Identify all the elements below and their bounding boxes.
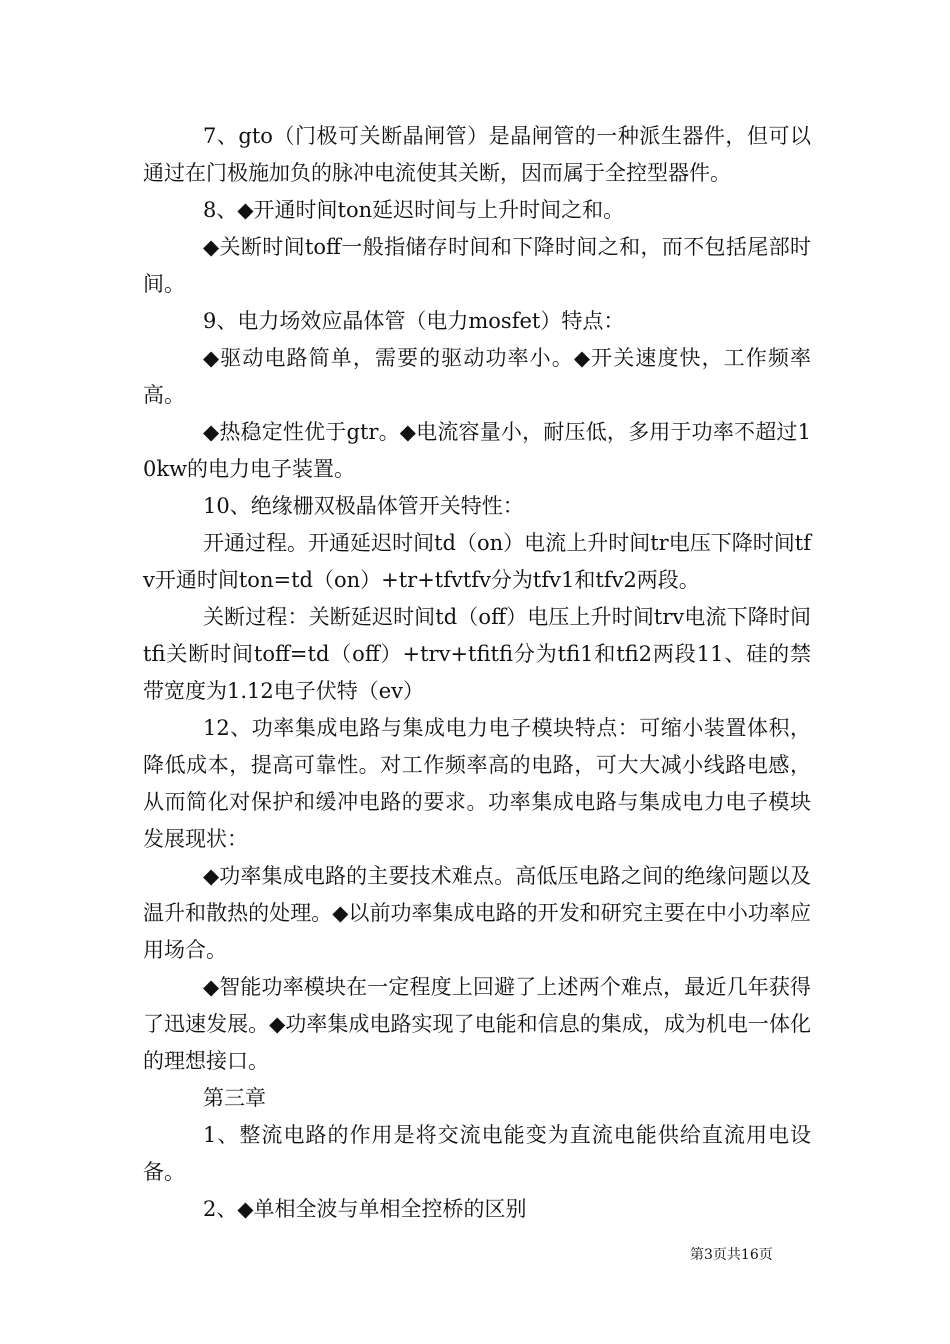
chapter-heading: 第三章: [203, 1086, 266, 1110]
paragraph-turn-off: 关断过程：关断延迟时间td（off）电压上升时间trv电流下降时间tfi关断时间toff=td（off）+trv+tfitfi分为tfi1和tfi2两段11、硅的禁带宽度为1.12电子伏特（ev）: [143, 605, 811, 703]
document-body: [143, 118, 811, 1228]
paragraph-igbt-heading: 10、绝缘栅双极晶体管开关特性：: [203, 494, 524, 518]
paragraph-pic-features: 12、功率集成电路与集成电力电子模块特点：可缩小装置体积，降低成本，提高可靠性。对工作频率高的电路，可大大减小线路电感，从而简化对保护和缓冲电路的要求。功率集成电路与集成电力电子模块发展现状：: [143, 716, 811, 851]
paragraph-mosfet-heading: 9、电力场效应晶体管（电力mosfet）特点：: [203, 309, 625, 333]
paragraph-ton: 8、◆开通时间ton延迟时间与上升时间之和。: [203, 198, 625, 222]
paragraph-turn-on: 开通过程。开通延迟时间td（on）电流上升时间tr电压下降时间tfv开通时间ton=td（on）+tr+tfvtfv分为tfv1和tfv2两段。: [143, 531, 811, 592]
paragraph-mosfet-thermal: ◆热稳定性优于gtr。◆电流容量小，耐压低，多用于功率不超过10kw的电力电子装置。: [143, 420, 811, 481]
paragraph-rectifier: 1、整流电路的作用是将交流电能变为直流电能供给直流用电设备。: [143, 1123, 811, 1184]
paragraph-ipm: ◆智能功率模块在一定程度上回避了上述两个难点，最近几年获得了迅速发展。◆功率集成电路实现了电能和信息的集成，成为机电一体化的理想接口。: [143, 975, 811, 1073]
paragraph-pic-difficulty: ◆功率集成电路的主要技术难点。高低压电路之间的绝缘问题以及温升和散热的处理。◆以前功率集成电路的开发和研究主要在中小功率应用场合。: [143, 864, 811, 962]
paragraph-gto: 7、gto（门极可关断晶闸管）是晶闸管的一种派生器件，但可以通过在门极施加负的脉冲电流使其关断，因而属于全控型器件。: [143, 124, 811, 185]
paragraph-toff: ◆关断时间toff一般指储存时间和下降时间之和，而不包括尾部时间。: [143, 235, 811, 296]
paragraph-single-phase: 2、◆单相全波与单相全控桥的区别: [203, 1197, 527, 1221]
paragraph-mosfet-drive: ◆驱动电路简单，需要的驱动功率小。◆开关速度快，工作频率高。: [143, 346, 811, 407]
page-number-footer: 第3页共16页: [690, 1247, 773, 1263]
